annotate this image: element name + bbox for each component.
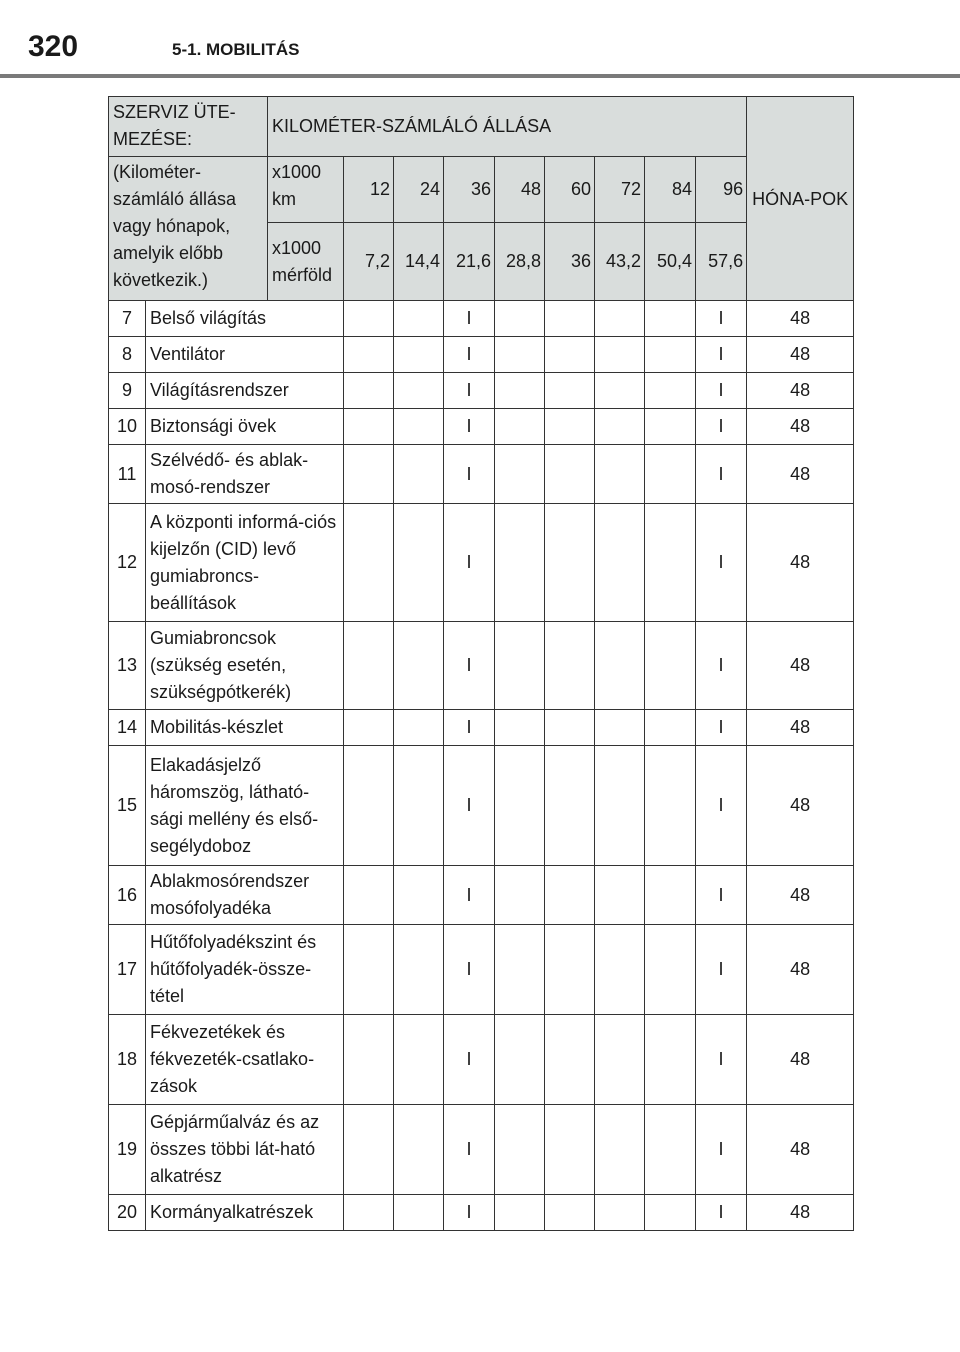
item-name: Ventilátor <box>146 337 344 373</box>
empty-cell <box>344 622 394 710</box>
table-row <box>109 337 854 373</box>
km-value: 60 <box>545 157 595 223</box>
empty-cell <box>545 746 595 866</box>
km-value: 36 <box>444 157 495 223</box>
empty-cell <box>545 373 595 409</box>
item-name: Hűtőfolyadékszint és hűtőfolyadék-össze-tétel <box>146 925 344 1015</box>
empty-cell <box>495 746 545 866</box>
empty-cell <box>344 373 394 409</box>
empty-cell <box>495 1015 545 1105</box>
empty-cell <box>344 1015 394 1105</box>
months-value: 48 <box>747 504 854 622</box>
empty-cell <box>495 1195 545 1231</box>
empty-cell <box>545 1015 595 1105</box>
empty-cell <box>344 866 394 925</box>
empty-cell <box>595 409 645 445</box>
empty-cell <box>645 373 696 409</box>
km-unit-label: x1000 km <box>268 157 344 223</box>
empty-cell <box>344 445 394 504</box>
empty-cell <box>645 710 696 746</box>
inspect-mark: I <box>444 622 495 710</box>
mile-value: 14,4 <box>394 223 444 301</box>
inspect-mark: I <box>696 445 747 504</box>
empty-cell <box>545 710 595 746</box>
row-number: 10 <box>109 409 146 445</box>
empty-cell <box>394 866 444 925</box>
mile-value: 36 <box>545 223 595 301</box>
empty-cell <box>344 337 394 373</box>
empty-cell <box>344 301 394 337</box>
empty-cell <box>394 409 444 445</box>
empty-cell <box>344 710 394 746</box>
inspect-mark: I <box>444 301 495 337</box>
km-value: 96 <box>696 157 747 223</box>
row-number: 16 <box>109 866 146 925</box>
empty-cell <box>394 1195 444 1231</box>
empty-cell <box>645 504 696 622</box>
months-value: 48 <box>747 1105 854 1195</box>
table-row <box>109 504 854 622</box>
months-value: 48 <box>747 1195 854 1231</box>
inspect-mark: I <box>444 1195 495 1231</box>
inspect-mark: I <box>444 337 495 373</box>
empty-cell <box>495 301 545 337</box>
page-header <box>0 0 960 80</box>
table-row <box>109 409 854 445</box>
km-value: 72 <box>595 157 645 223</box>
row-number: 18 <box>109 1015 146 1105</box>
empty-cell <box>595 925 645 1015</box>
inspect-mark: I <box>444 1105 495 1195</box>
table-row <box>109 373 854 409</box>
table-row <box>109 1105 854 1195</box>
empty-cell <box>495 445 545 504</box>
mile-value: 57,6 <box>696 223 747 301</box>
item-name: Mobilitás-készlet <box>146 710 344 746</box>
months-value: 48 <box>747 622 854 710</box>
item-name: Szélvédő- és ablak-mosó-rendszer <box>146 445 344 504</box>
empty-cell <box>394 1105 444 1195</box>
empty-cell <box>394 925 444 1015</box>
inspect-mark: I <box>696 409 747 445</box>
months-value: 48 <box>747 746 854 866</box>
row-number: 11 <box>109 445 146 504</box>
empty-cell <box>344 504 394 622</box>
row-number: 7 <box>109 301 146 337</box>
inspect-mark: I <box>444 445 495 504</box>
inspect-mark: I <box>444 504 495 622</box>
row-number: 20 <box>109 1195 146 1231</box>
empty-cell <box>545 409 595 445</box>
row-number: 15 <box>109 746 146 866</box>
empty-cell <box>495 925 545 1015</box>
empty-cell <box>595 337 645 373</box>
empty-cell <box>495 337 545 373</box>
inspect-mark: I <box>444 925 495 1015</box>
months-header: HÓNA-POK <box>747 97 854 301</box>
empty-cell <box>545 337 595 373</box>
empty-cell <box>595 622 645 710</box>
empty-cell <box>394 622 444 710</box>
table-row <box>109 1195 854 1231</box>
empty-cell <box>595 301 645 337</box>
empty-cell <box>645 1015 696 1105</box>
item-name: Elakadásjelző háromszög, látható-sági mellény és első-segélydoboz <box>146 746 344 866</box>
months-value: 48 <box>747 925 854 1015</box>
empty-cell <box>595 1015 645 1105</box>
inspect-mark: I <box>444 866 495 925</box>
inspect-mark: I <box>696 710 747 746</box>
empty-cell <box>394 746 444 866</box>
mile-value: 43,2 <box>595 223 645 301</box>
odometer-header: KILOMÉTER-SZÁMLÁLÓ ÁLLÁSA <box>268 97 747 157</box>
inspect-mark: I <box>696 301 747 337</box>
inspect-mark: I <box>696 925 747 1015</box>
inspect-mark: I <box>696 746 747 866</box>
row-number: 8 <box>109 337 146 373</box>
inspect-mark: I <box>444 409 495 445</box>
section-title: 5-1. MOBILITÁS <box>172 40 300 59</box>
mile-value: 21,6 <box>444 223 495 301</box>
item-name: Ablakmosórendszer mosófolyadéka <box>146 866 344 925</box>
header-row-km <box>109 157 854 223</box>
table-row <box>109 622 854 710</box>
table-row <box>109 301 854 337</box>
inspect-mark: I <box>696 1015 747 1105</box>
empty-cell <box>495 1105 545 1195</box>
months-value: 48 <box>747 301 854 337</box>
odometer-note: (Kilométer-számláló állása vagy hónapok, amelyik előbb következik.) <box>109 157 268 301</box>
maintenance-schedule-table <box>108 96 854 1231</box>
empty-cell <box>595 1105 645 1195</box>
inspect-mark: I <box>696 504 747 622</box>
table-row <box>109 746 854 866</box>
months-value: 48 <box>747 409 854 445</box>
item-name: Biztonsági övek <box>146 409 344 445</box>
empty-cell <box>344 409 394 445</box>
table-row <box>109 1015 854 1105</box>
inspect-mark: I <box>444 710 495 746</box>
inspect-mark: I <box>696 1195 747 1231</box>
empty-cell <box>394 710 444 746</box>
header-divider <box>0 74 960 78</box>
empty-cell <box>645 445 696 504</box>
row-number: 9 <box>109 373 146 409</box>
km-value: 84 <box>645 157 696 223</box>
empty-cell <box>595 1195 645 1231</box>
empty-cell <box>645 301 696 337</box>
km-value: 24 <box>394 157 444 223</box>
empty-cell <box>595 373 645 409</box>
table-row <box>109 445 854 504</box>
months-value: 48 <box>747 710 854 746</box>
empty-cell <box>495 866 545 925</box>
inspect-mark: I <box>696 1105 747 1195</box>
row-number: 19 <box>109 1105 146 1195</box>
km-value: 48 <box>495 157 545 223</box>
mile-value: 7,2 <box>344 223 394 301</box>
months-value: 48 <box>747 1015 854 1105</box>
empty-cell <box>645 622 696 710</box>
empty-cell <box>495 710 545 746</box>
empty-cell <box>645 337 696 373</box>
empty-cell <box>394 504 444 622</box>
row-number: 12 <box>109 504 146 622</box>
inspect-mark: I <box>696 373 747 409</box>
months-value: 48 <box>747 866 854 925</box>
empty-cell <box>495 622 545 710</box>
empty-cell <box>545 622 595 710</box>
empty-cell <box>545 1195 595 1231</box>
months-value: 48 <box>747 445 854 504</box>
row-number: 14 <box>109 710 146 746</box>
empty-cell <box>645 409 696 445</box>
empty-cell <box>545 925 595 1015</box>
empty-cell <box>645 1195 696 1231</box>
page-number: 320 <box>28 30 79 63</box>
empty-cell <box>394 337 444 373</box>
empty-cell <box>344 1105 394 1195</box>
header-row-1 <box>109 97 854 157</box>
row-number: 17 <box>109 925 146 1015</box>
empty-cell <box>645 746 696 866</box>
months-value: 48 <box>747 337 854 373</box>
empty-cell <box>394 373 444 409</box>
item-name: Gépjárműalváz és az összes többi lát-ható alkatrész <box>146 1105 344 1195</box>
empty-cell <box>645 925 696 1015</box>
item-name: Belső világítás <box>146 301 344 337</box>
empty-cell <box>595 504 645 622</box>
empty-cell <box>545 445 595 504</box>
empty-cell <box>645 866 696 925</box>
empty-cell <box>645 1105 696 1195</box>
inspect-mark: I <box>696 622 747 710</box>
item-name: Kormányalkatrészek <box>146 1195 344 1231</box>
empty-cell <box>495 409 545 445</box>
item-name: Gumiabroncsok (szükség esetén, szükségpótkerék) <box>146 622 344 710</box>
empty-cell <box>344 746 394 866</box>
empty-cell <box>545 1105 595 1195</box>
table-row <box>109 866 854 925</box>
empty-cell <box>394 301 444 337</box>
inspect-mark: I <box>444 746 495 866</box>
empty-cell <box>495 504 545 622</box>
empty-cell <box>394 1015 444 1105</box>
item-name: Világításrendszer <box>146 373 344 409</box>
mile-value: 50,4 <box>645 223 696 301</box>
months-value: 48 <box>747 373 854 409</box>
item-name: A központi informá-ciós kijelzőn (CID) levő gumiabroncs-beállítások <box>146 504 344 622</box>
table-row <box>109 710 854 746</box>
inspect-mark: I <box>696 337 747 373</box>
mile-unit-label: x1000 mérföld <box>268 223 344 301</box>
inspect-mark: I <box>444 373 495 409</box>
inspect-mark: I <box>696 866 747 925</box>
empty-cell <box>495 373 545 409</box>
row-number: 13 <box>109 622 146 710</box>
empty-cell <box>394 445 444 504</box>
empty-cell <box>545 866 595 925</box>
empty-cell <box>344 1195 394 1231</box>
inspect-mark: I <box>444 1015 495 1105</box>
empty-cell <box>595 866 645 925</box>
mile-value: 28,8 <box>495 223 545 301</box>
empty-cell <box>595 445 645 504</box>
empty-cell <box>545 301 595 337</box>
empty-cell <box>545 504 595 622</box>
table-row <box>109 925 854 1015</box>
empty-cell <box>595 710 645 746</box>
item-name: Fékvezetékek és fékvezeték-csatlako-zások <box>146 1015 344 1105</box>
km-value: 12 <box>344 157 394 223</box>
empty-cell <box>344 925 394 1015</box>
service-header: SZERVIZ ÜTE-MEZÉSE: <box>109 97 268 157</box>
empty-cell <box>595 746 645 866</box>
